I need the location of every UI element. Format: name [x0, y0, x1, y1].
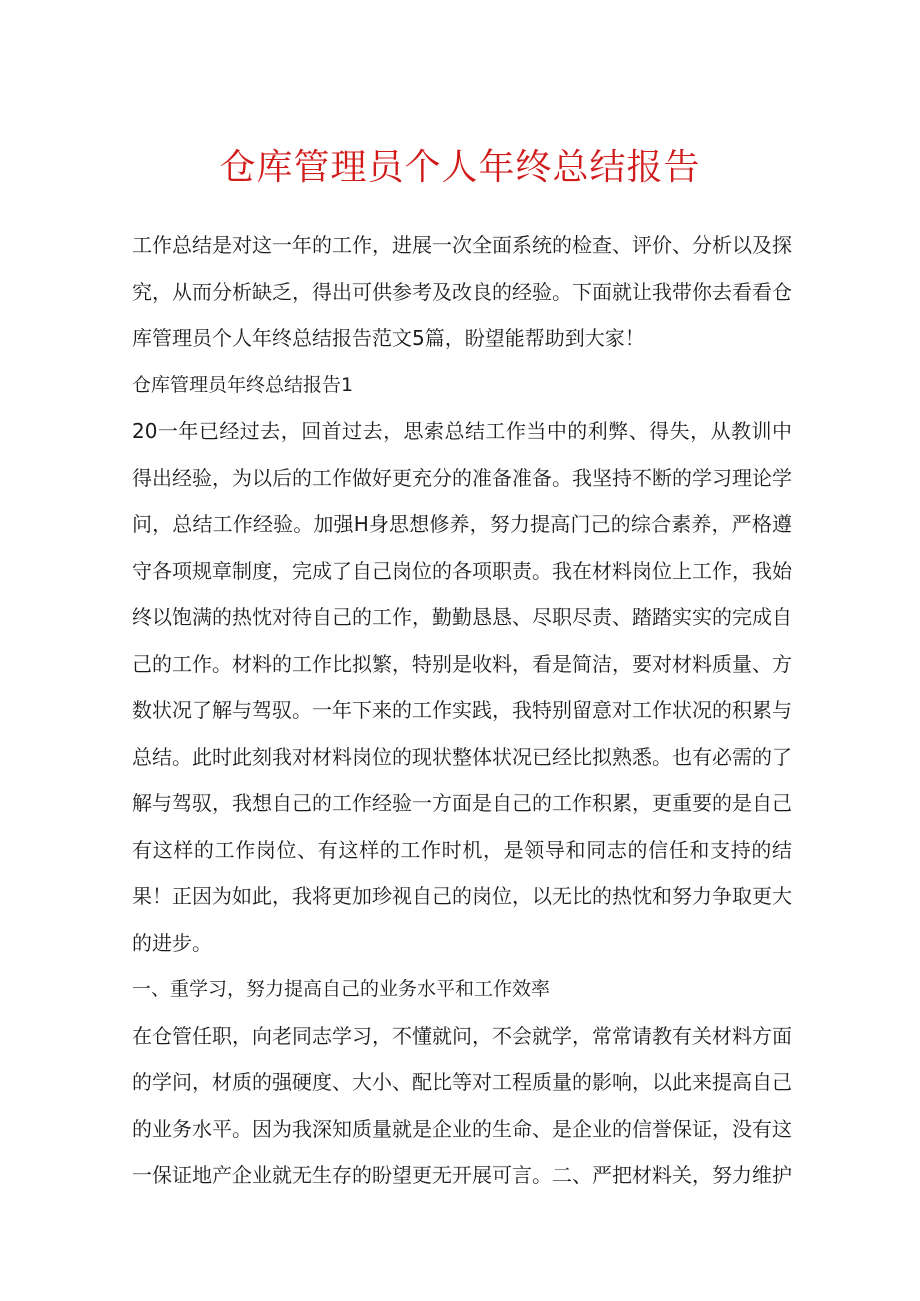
intro-paragraph: 工作总结是对这一年的工作，进展一次全面系统的检查、评价、分析以及探究，从而分析缺乏，得出可供参考及改良的经验。下面就让我带你去看看仓库管理员个人年终总结报告范文5篇，盼望能帮助到大家！ — [132, 233, 792, 350]
body-paragraph: 20一年已经过去，回首过去，思索总结工作当中的利弊、得失，从教训中得出经验，为以后的工作做好更充分的准备准备。我坚持不断的学习理论学问，总结工作经验。加强H身思想修养，努力提高门己的综合素养，严格遵守各项规章制度，完成了自己岗位的各项职责。我在材料岗位上工作，我始终以饱满的热忱对待自己的工作，勤勤恳恳、尽职尽责、踏踏实实的完成自己的工作。材料的工作比拟繁，特别是收料，看是简洁，要对材料质量、方数状况了解与驾驭。一年下来的工作实践，我特别留意对工作状况的积累与总结。此时此刻我对材料岗位的现状整体状况已经比拟熟悉。也有必需的了解与驾驭，我想自己的工作经验一方面是自己的工作积累，更重要的是自己有这样的工作岗位、有这样的工作时机，是领导和同志的信任和支持的结果！正因为如此，我将更加珍视自己的岗位，以无比的热忱和努力争取更大的进步。 — [132, 419, 792, 955]
body-paragraph: 在仓管任职，向老同志学习，不懂就问，不会就学，常常请教有关材料方面的学问，材质的强硬度、大小、配比等对工程质量的影响，以此来提高自己的业务水平。因为我深知质量就是企业的生命、是企业的信誉保证，没有这一保证地产企业就无生存的盼望更无开展可言。二、严把材料关，努力维护 — [132, 1023, 792, 1187]
document-title: 仓库管理员个人年终总结报告 — [219, 147, 701, 188]
section-heading: 仓库管理员年终总结报告1 — [132, 373, 354, 396]
point-heading: 一、重学习，努力提高自己的业务水平和工作效率 — [132, 978, 551, 1000]
document-body — [132, 222, 792, 1199]
